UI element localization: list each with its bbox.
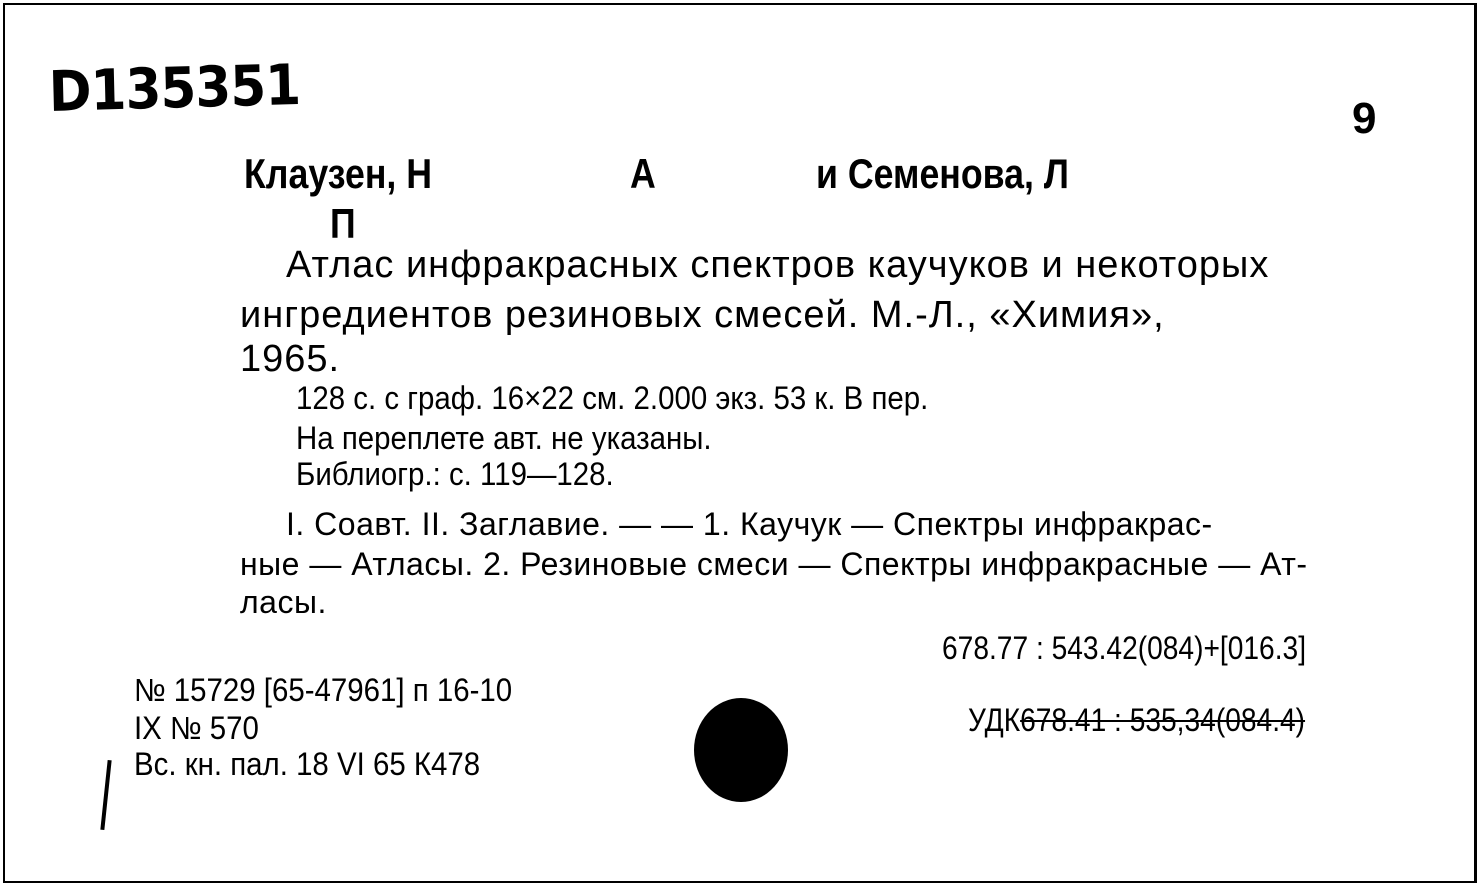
registry-line: Вс. кн. пал. 18 VI 65 К478 — [134, 746, 481, 782]
author-coauthor: и Семенова, Л — [816, 150, 1069, 197]
udk-code — [968, 702, 1305, 739]
collation-line: Библиогр.: с. 119—128. — [296, 456, 614, 492]
card-number: 9 — [1352, 94, 1377, 143]
author-primary: Клаузен, Н — [244, 150, 433, 197]
registry-line: IX № 570 — [134, 710, 259, 746]
title-line: 1965. — [240, 338, 341, 380]
author-coauthor-initial: П — [330, 200, 356, 247]
udk-struck-code: 678.41 : 535,34(084.4) — [1020, 702, 1306, 738]
collation-line: На переплете авт. не указаны. — [296, 420, 712, 456]
title-line: Атлас инфракрасных спектров каучуков и некоторых — [286, 244, 1270, 286]
punch-hole — [694, 698, 788, 802]
registry-line: № 15729 [65-47961] п 16-10 — [134, 672, 513, 708]
subject-line: ные — Атласы. 2. Резиновые смеси — Спектры инфракрасные — Ат- — [240, 546, 1308, 582]
subject-line: I. Соавт. II. Заглавие. — — 1. Каучук — Спектры инфракрас- — [286, 506, 1213, 542]
udk-prefix: УДК — [968, 702, 1021, 738]
author-primary-initial: А — [630, 150, 656, 197]
title-line: ингредиентов резиновых смесей. М.-Л., «Химия», — [240, 294, 1165, 336]
stamp-number: D135351 — [48, 52, 301, 125]
subject-line: ласы. — [240, 584, 327, 620]
collation-line: 128 с. с граф. 16×22 см. 2.000 экз. 53 к. В пер. — [296, 380, 929, 416]
classification-code: 678.77 : 543.42(084)+[016.3] — [942, 630, 1307, 666]
